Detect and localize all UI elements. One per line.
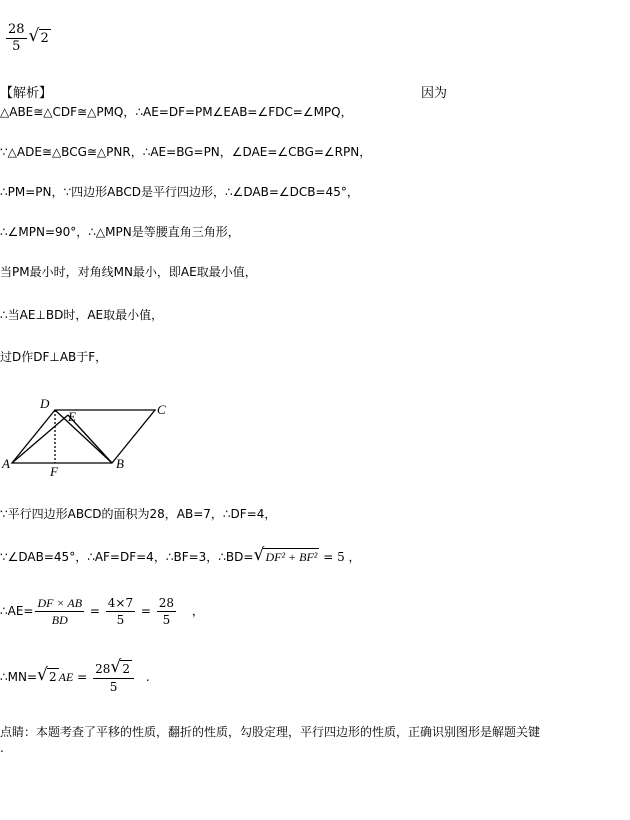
solution-line-9: ∵∠DAB=45°，∴AF=DF=4，∴BF=3，∴BD= √ DF² + BF² = 5 ， <box>0 545 361 565</box>
solution-line-7: 过D作DF⊥AB于F， <box>0 350 108 364</box>
answer-fraction <box>6 22 27 55</box>
answer-denominator: 5 <box>12 39 21 54</box>
because-text: 因为 <box>421 86 448 101</box>
note-line: 点睛：本题考查了平移的性质，翻折的性质，勾股定理，平行四边形的性质，正确识别图形是解题关键 <box>0 725 541 739</box>
note-tail: . <box>0 741 4 755</box>
analysis-label: 【解析】 <box>0 86 53 101</box>
mn-fraction: 28 √ 2 5 <box>93 660 134 695</box>
segment-ae <box>12 415 68 463</box>
answer-numerator: 28 <box>8 22 25 37</box>
ae-fraction-1: $\frac{DF \times AB}{BD}$ <box>37 596 83 627</box>
diagonal-bd <box>55 410 112 463</box>
parallelogram-figure <box>0 395 180 480</box>
solution-line-1: △ABE≅△CDF≅△PMQ，∴AE=DF=PM∠EAB=∠FDC=∠MPQ， <box>0 105 353 119</box>
solution-line-10: ∴AE= $\frac{DF \times AB}{BD}$ = $\frac{4\times 7}{5}$ = $\frac{28}{5}$ ， <box>0 596 204 627</box>
ae-fraction-3: $\frac{28}{5}$ <box>158 596 175 627</box>
bd-sqrt: √ DF² + BF² <box>253 545 318 565</box>
label-a: A <box>2 456 10 471</box>
label-e: E <box>68 409 76 424</box>
label-c: C <box>157 402 166 417</box>
solution-line-2: ∵△ADE≅△BCG≅△PNR，∴AE=BG=PN，∠DAE=∠CBG=∠RPN， <box>0 145 372 159</box>
mn-sqrt: √ 2 <box>37 665 57 685</box>
answer-expression <box>4 22 51 55</box>
label-f: F <box>50 464 58 479</box>
solution-line-3: ∴PM=PN，∵四边形ABCD是平行四边形，∴∠DAB=∠DCB=45°， <box>0 185 359 199</box>
label-b: B <box>116 456 124 471</box>
solution-line-5: 当PM最小时，对角线MN最小，即AE取最小值， <box>0 265 257 279</box>
solution-line-4: ∴∠MPN=90°，∴△MPN是等腰直角三角形， <box>0 225 240 239</box>
solution-line-11: ∴MN= √ 2 AE = 28 √ 2 5 . <box>0 657 150 694</box>
answer-sqrt: √ 2 <box>28 26 49 46</box>
ae-fraction-2: $\frac{4\times 7}{5}$ <box>107 596 134 627</box>
solution-line-6: ∴当AE⊥BD时，AE取最小值， <box>0 308 164 322</box>
solution-line-8: ∵平行四边形ABCD的面积为28，AB=7，∴DF=4， <box>0 507 277 521</box>
label-d: D <box>40 396 50 411</box>
